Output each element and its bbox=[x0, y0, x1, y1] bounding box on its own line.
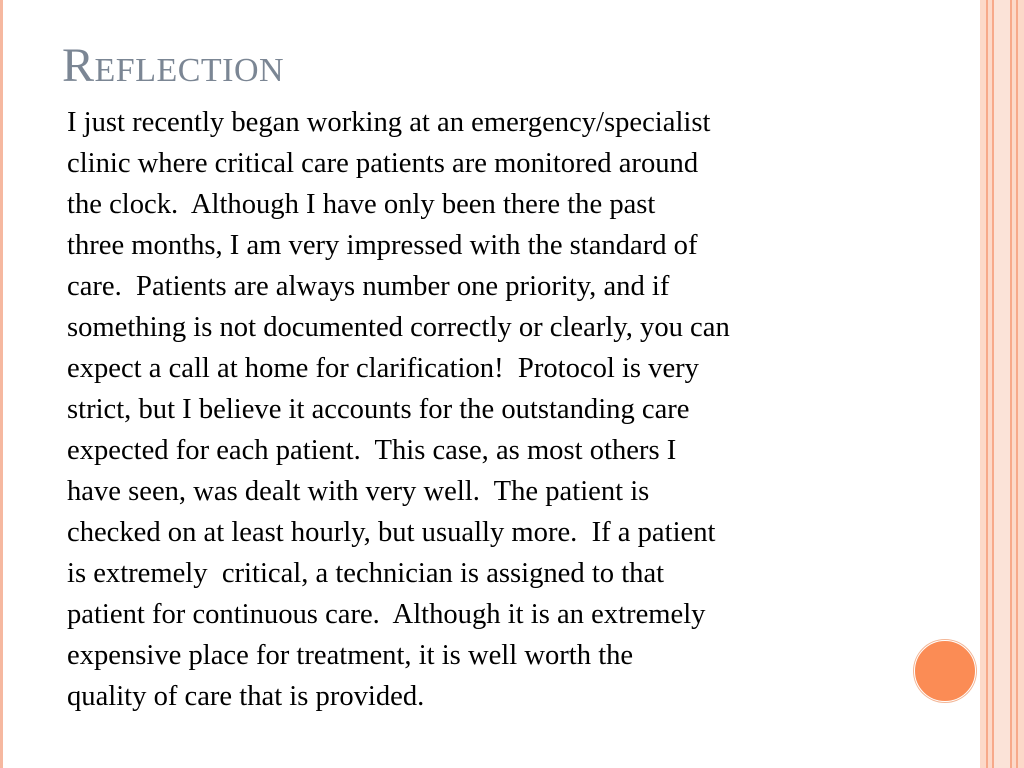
border-stripe bbox=[986, 0, 988, 768]
body-line: patient for continuous care. Although it is an extremely bbox=[67, 599, 706, 630]
border-stripe bbox=[1010, 0, 1012, 768]
border-stripe bbox=[1016, 0, 1018, 768]
body-line: checked on at least hourly, but usually more. If a patient bbox=[67, 517, 716, 548]
body-line: care. Patients are always number one priority, and if bbox=[67, 271, 670, 302]
slide-title: Reflection bbox=[62, 39, 285, 92]
decorative-circle bbox=[914, 640, 976, 702]
body-line: expensive place for treatment, it is well worth the bbox=[67, 640, 634, 671]
body-line: three months, I am very impressed with the standard of bbox=[67, 230, 698, 261]
body-line: something is not documented correctly or clearly, you can bbox=[67, 312, 730, 343]
right-decorative-border bbox=[980, 0, 1024, 768]
body-line: expect a call at home for clarification! Protocol is very bbox=[67, 353, 699, 384]
body-line: have seen, was dealt with very well. The patient is bbox=[67, 476, 650, 507]
body-line: quality of care that is provided. bbox=[67, 681, 425, 712]
left-edge-border bbox=[0, 0, 3, 768]
body-line: expected for each patient. This case, as most others I bbox=[67, 435, 677, 466]
body-line: strict, but I believe it accounts for the outstanding care bbox=[67, 394, 690, 425]
body-line: clinic where critical care patients are monitored around bbox=[67, 148, 699, 179]
border-stripe bbox=[992, 0, 994, 768]
body-line: is extremely critical, a technician is assigned to that bbox=[67, 558, 665, 589]
slide-body bbox=[67, 102, 977, 717]
border-panel bbox=[994, 0, 1010, 768]
body-line: I just recently began working at an emergency/specialist bbox=[67, 107, 711, 138]
body-line: the clock. Although I have only been there the past bbox=[67, 189, 656, 220]
